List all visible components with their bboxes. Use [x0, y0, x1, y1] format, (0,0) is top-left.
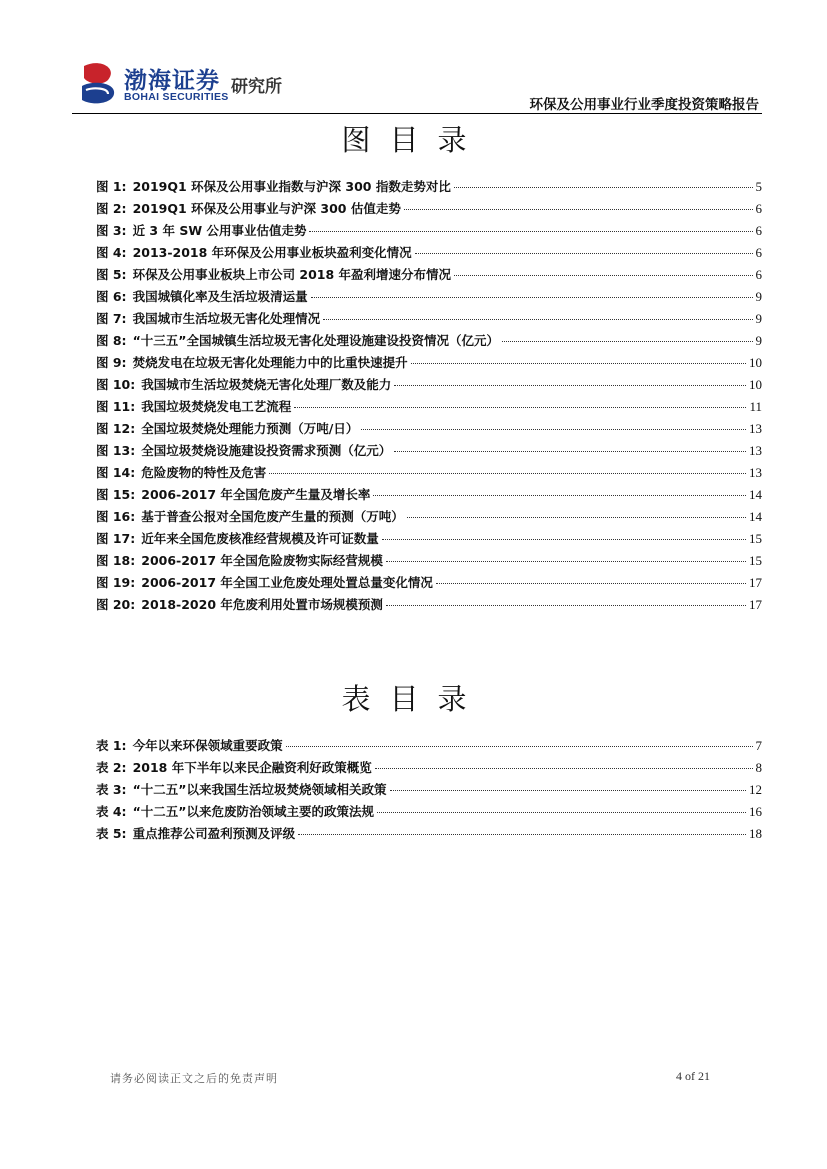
logo-english-name: BOHAI SECURITIES	[124, 91, 229, 103]
figure-toc-entry[interactable]	[96, 199, 762, 221]
toc-entry-label: 图 20:	[96, 597, 136, 612]
toc-entry-page: 6	[755, 267, 762, 282]
figures-toc-list	[96, 177, 762, 617]
table-toc-entry[interactable]	[96, 802, 762, 824]
toc-entry-label: 图 3:	[96, 223, 127, 238]
toc-entry-title: 危险废物的特性及危害	[141, 465, 267, 480]
figure-toc-entry[interactable]	[96, 287, 762, 309]
figure-toc-entry[interactable]	[96, 551, 762, 573]
toc-entry-page: 7	[755, 738, 762, 753]
toc-entry-page: 12	[749, 782, 762, 797]
toc-entry-title: 重点推荐公司盈利预测及评级	[132, 826, 296, 841]
toc-entry-title: 2006-2017 年全国工业危废处理处置总量变化情况	[141, 575, 433, 590]
toc-entry-page: 9	[755, 333, 762, 348]
toc-entry-page: 17	[749, 597, 762, 612]
toc-entry-label: 图 5:	[96, 267, 127, 282]
figure-toc-entry[interactable]	[96, 463, 762, 485]
toc-entry-label: 图 7:	[96, 311, 127, 326]
toc-entry-label: 图 10:	[96, 377, 136, 392]
toc-entry-title: 全国垃圾焚烧设施建设投资需求预测（亿元）	[141, 443, 392, 458]
toc-entry-label: 图 17:	[96, 531, 136, 546]
figure-toc-entry[interactable]	[96, 309, 762, 331]
table-toc-entry[interactable]	[96, 824, 762, 846]
figure-toc-entry[interactable]	[96, 507, 762, 529]
toc-entry-title: 2006-2017 年全国危废产生量及增长率	[141, 487, 371, 502]
toc-entry-page: 14	[749, 487, 762, 502]
toc-entry-title: 焚烧发电在垃圾无害化处理能力中的比重快速提升	[132, 355, 408, 370]
toc-entry-label: 表 5:	[96, 826, 127, 841]
toc-entry-label: 表 1:	[96, 738, 127, 753]
toc-entry-label: 图 18:	[96, 553, 136, 568]
figure-toc-entry[interactable]	[96, 177, 762, 199]
toc-entry-label: 表 4:	[96, 804, 127, 819]
toc-entry-page: 6	[755, 201, 762, 216]
toc-leader-dots	[382, 539, 746, 540]
figure-toc-entry[interactable]	[96, 595, 762, 617]
toc-leader-dots	[286, 746, 753, 747]
toc-entry-label: 图 4:	[96, 245, 127, 260]
toc-leader-dots	[394, 385, 746, 386]
toc-entry-title: 2018 年下半年以来民企融资利好政策概览	[132, 760, 372, 775]
toc-entry-title: 我国城市生活垃圾无害化处理情况	[132, 311, 321, 326]
toc-leader-dots	[269, 473, 746, 474]
toc-entry-label: 图 6:	[96, 289, 127, 304]
figure-toc-entry[interactable]	[96, 441, 762, 463]
toc-entry-page: 16	[749, 804, 762, 819]
figure-toc-entry[interactable]	[96, 573, 762, 595]
toc-leader-dots	[361, 429, 746, 430]
toc-entry-page: 13	[749, 421, 762, 436]
toc-entry-label: 表 3:	[96, 782, 127, 797]
toc-leader-dots	[386, 605, 746, 606]
toc-entry-page: 15	[749, 553, 762, 568]
toc-entry-title: 我国城市生活垃圾焚烧无害化处理厂数及能力	[141, 377, 392, 392]
toc-entry-title: 2006-2017 年全国危险废物实际经营规模	[141, 553, 383, 568]
institute-label: 研究所	[231, 77, 282, 97]
bohai-logo-icon	[78, 60, 120, 106]
toc-entry-title: 2013-2018 年环保及公用事业板块盈利变化情况	[132, 245, 412, 260]
toc-leader-dots	[454, 275, 752, 276]
toc-entry-label: 图 1:	[96, 179, 127, 194]
toc-entry-title: “十三五”全国城镇生活垃圾无害化处理设施建设投资情况（亿元）	[132, 333, 499, 348]
tables-toc-list	[96, 736, 762, 846]
toc-entry-title: 近年来全国危废核准经营规模及许可证数量	[141, 531, 379, 546]
toc-entry-title: 近 3 年 SW 公用事业估值走势	[132, 223, 307, 238]
toc-leader-dots	[436, 583, 746, 584]
figure-toc-entry[interactable]	[96, 331, 762, 353]
logo-chinese-name: 渤海证券	[124, 68, 220, 94]
toc-leader-dots	[375, 768, 753, 769]
toc-entry-page: 6	[755, 245, 762, 260]
figure-toc-entry[interactable]	[96, 485, 762, 507]
toc-entry-page: 14	[749, 509, 762, 524]
toc-entry-label: 图 11:	[96, 399, 136, 414]
figure-toc-entry[interactable]	[96, 529, 762, 551]
toc-entry-title: “十二五”以来我国生活垃圾焚烧领域相关政策	[132, 782, 387, 797]
toc-entry-label: 图 13:	[96, 443, 136, 458]
toc-leader-dots	[390, 790, 747, 791]
toc-leader-dots	[454, 187, 753, 188]
toc-entry-title: 环保及公用事业板块上市公司 2018 年盈利增速分布情况	[132, 267, 452, 282]
figure-toc-entry[interactable]	[96, 265, 762, 287]
toc-leader-dots	[298, 834, 746, 835]
figure-toc-entry[interactable]	[96, 353, 762, 375]
toc-entry-page: 9	[755, 289, 762, 304]
toc-entry-page: 13	[749, 443, 762, 458]
toc-entry-label: 图 8:	[96, 333, 127, 348]
report-title: 环保及公用事业行业季度投资策略报告	[529, 97, 759, 113]
toc-entry-page: 18	[749, 826, 762, 841]
page-header	[0, 0, 827, 120]
toc-entry-title: 我国垃圾焚烧发电工艺流程	[141, 399, 292, 414]
toc-leader-dots	[309, 231, 752, 232]
toc-leader-dots	[386, 561, 746, 562]
bohai-securities-logo	[78, 60, 298, 108]
toc-entry-page: 11	[749, 399, 762, 414]
toc-entry-label: 图 19:	[96, 575, 136, 590]
toc-leader-dots	[377, 812, 746, 813]
toc-leader-dots	[394, 451, 746, 452]
toc-entry-title: 今年以来环保领域重要政策	[132, 738, 283, 753]
disclaimer-note: 请务必阅读正文之后的免责声明	[110, 1072, 278, 1085]
figures-toc-heading: 图目录	[341, 123, 486, 157]
tables-toc-heading: 表目录	[341, 682, 486, 716]
toc-entry-title: 我国城镇化率及生活垃圾清运量	[132, 289, 308, 304]
toc-leader-dots	[411, 363, 746, 364]
toc-entry-title: 全国垃圾焚烧处理能力预测（万吨/日）	[141, 421, 359, 436]
toc-entry-title: 2018-2020 年危废利用处置市场规模预测	[141, 597, 383, 612]
toc-entry-page: 13	[749, 465, 762, 480]
figure-toc-entry[interactable]	[96, 221, 762, 243]
toc-entry-label: 图 12:	[96, 421, 136, 436]
toc-entry-label: 表 2:	[96, 760, 127, 775]
toc-entry-title: 2019Q1 环保及公用事业指数与沪深 300 指数走势对比	[132, 179, 451, 194]
toc-leader-dots	[323, 319, 752, 320]
toc-entry-label: 图 2:	[96, 201, 127, 216]
toc-entry-page: 10	[749, 355, 762, 370]
toc-entry-page: 5	[755, 179, 762, 194]
figure-toc-entry[interactable]	[96, 243, 762, 265]
table-toc-entry[interactable]	[96, 758, 762, 780]
toc-entry-title: “十二五”以来危废防治领域主要的政策法规	[132, 804, 374, 819]
figure-toc-entry[interactable]	[96, 397, 762, 419]
toc-entry-page: 8	[755, 760, 762, 775]
toc-entry-page: 15	[749, 531, 762, 546]
toc-leader-dots	[502, 341, 753, 342]
toc-leader-dots	[294, 407, 746, 408]
toc-leader-dots	[404, 209, 753, 210]
table-toc-entry[interactable]	[96, 780, 762, 802]
header-divider	[72, 113, 762, 114]
toc-leader-dots	[407, 517, 746, 518]
toc-entry-title: 基于普查公报对全国危废产生量的预测（万吨）	[141, 509, 404, 524]
table-toc-entry[interactable]	[96, 736, 762, 758]
toc-entry-label: 图 14:	[96, 465, 136, 480]
toc-entry-page: 17	[749, 575, 762, 590]
toc-entry-page: 10	[749, 377, 762, 392]
toc-leader-dots	[415, 253, 753, 254]
page-indicator: 4 of 21	[676, 1069, 710, 1083]
toc-entry-title: 2019Q1 环保及公用事业与沪深 300 估值走势	[132, 201, 401, 216]
figure-toc-entry[interactable]	[96, 375, 762, 397]
toc-entry-label: 图 9:	[96, 355, 127, 370]
toc-leader-dots	[373, 495, 746, 496]
toc-entry-label: 图 16:	[96, 509, 136, 524]
toc-entry-page: 9	[755, 311, 762, 326]
toc-entry-page: 6	[755, 223, 762, 238]
toc-entry-label: 图 15:	[96, 487, 136, 502]
toc-leader-dots	[311, 297, 753, 298]
figure-toc-entry[interactable]	[96, 419, 762, 441]
